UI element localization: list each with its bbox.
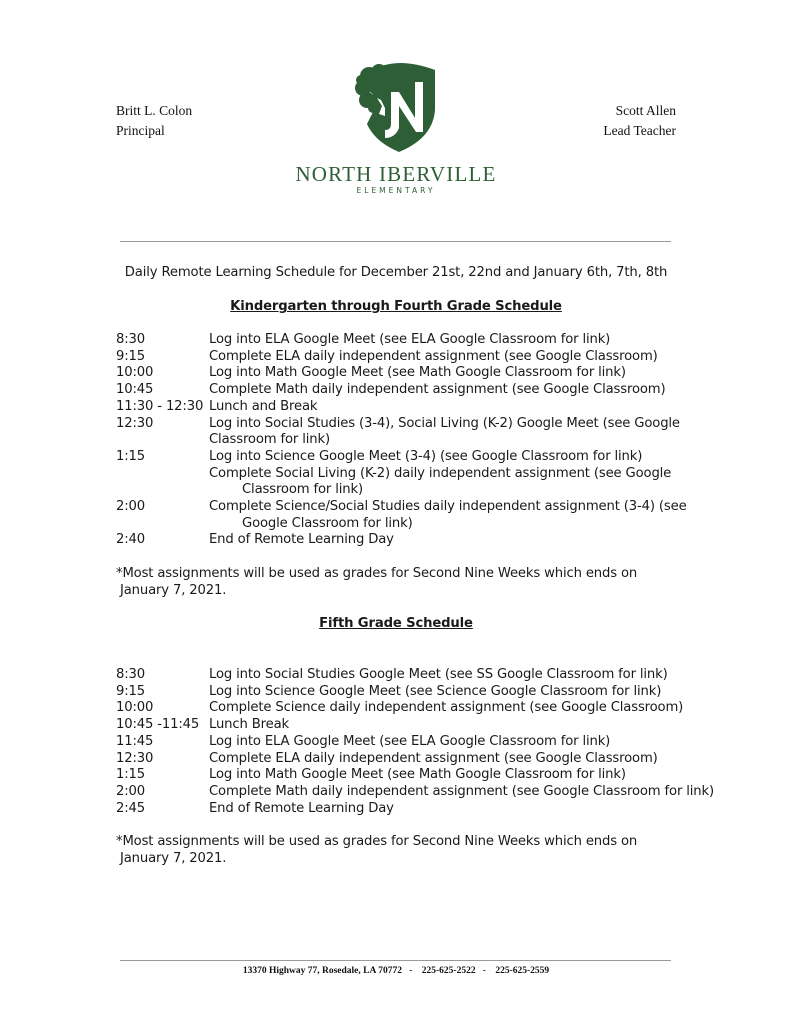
table-row — [116, 416, 736, 449]
activity-cell: Log into Math Google Meet (see Math Google Classroom for link) — [209, 365, 626, 381]
lead-teacher-block — [603, 101, 676, 141]
time-cell — [116, 466, 209, 499]
time-cell: 11:30 - 12:30 — [116, 398, 204, 414]
table-row — [116, 449, 736, 466]
table-row — [116, 684, 736, 701]
schedule-subtitle: Daily Remote Learning Schedule for December 21st, 22nd and January 6th, 7th, 8th — [124, 265, 668, 280]
table-row — [116, 499, 736, 532]
activity-cell: Complete Math daily independent assignment (see Google Classroom) — [209, 382, 666, 398]
k4-heading: Kindergarten through Fourth Grade Schedule — [230, 299, 562, 314]
activity-cell: Log into Science Google Meet (3-4) (see Google Classroom for link) — [209, 448, 643, 464]
activity-cell: Complete Math daily independent assignment (see Google Classroom for link) — [209, 783, 714, 799]
activity-cell: Complete ELA daily independent assignment (see Google Classroom) — [209, 348, 658, 364]
table-row — [116, 349, 736, 366]
table-row — [116, 532, 736, 549]
time-cell: 9:15 — [116, 348, 146, 364]
fifth-grades-note — [116, 834, 716, 867]
activity-cell: Complete Science/Social Studies daily independent assignment (3-4) (see Google Classroom for link) — [209, 499, 687, 531]
time-cell: 2:45 — [116, 800, 146, 816]
fifth-heading: Fifth Grade Schedule — [319, 616, 473, 631]
table-row — [116, 767, 736, 784]
activity-cell: Log into Social Studies Google Meet (see SS Google Classroom for link) — [209, 667, 668, 682]
table-row — [116, 801, 736, 818]
table-row — [116, 466, 736, 499]
table-row — [116, 784, 736, 801]
table-row — [116, 734, 736, 751]
school-subtitle: ELEMENTARY — [356, 186, 436, 195]
table-row — [116, 382, 736, 399]
note-line: *Most assignments will be used as grades for Second Nine Weeks which ends on — [116, 834, 638, 849]
time-cell: 12:30 — [116, 750, 154, 766]
footer-divider — [120, 960, 671, 961]
activity-cell: Complete Social Living (K-2) daily independent assignment (see Google Classroom for link) — [209, 465, 672, 498]
activity-cell: Lunch and Break — [209, 398, 318, 414]
activity-cell: Log into ELA Google Meet (see ELA Google Classroom for link) — [209, 332, 611, 347]
activity-cell: Log into Math Google Meet (see Math Google Classroom for link) — [209, 767, 626, 783]
table-row — [116, 399, 736, 416]
activity-cell: Log into Social Studies (3-4), Social Living (K-2) Google Meet (see Google Classroom for link) — [209, 415, 680, 448]
activity-cell: Log into Science Google Meet (see Science Google Classroom for link) — [209, 683, 662, 699]
table-row — [116, 700, 736, 717]
time-cell: 2:00 — [116, 499, 146, 515]
note-line: January 7, 2021. — [120, 582, 227, 598]
k4-grades-note — [116, 566, 716, 599]
shield-tree-logo-icon — [355, 58, 439, 153]
activity-cell: End of Remote Learning Day — [209, 800, 394, 816]
time-cell: 10:00 — [116, 365, 154, 381]
fifth-schedule — [116, 667, 736, 817]
activity-cell: Complete ELA daily independent assignment (see Google Classroom) — [209, 750, 658, 766]
principal-block — [116, 101, 192, 141]
table-row — [116, 365, 736, 382]
principal-title: Principal — [116, 123, 165, 138]
activity-cell: Complete Science daily independent assignment (see Google Classroom) — [209, 700, 684, 716]
note-line: *Most assignments will be used as grades for Second Nine Weeks which ends on — [116, 566, 638, 581]
time-cell: 11:45 — [116, 733, 154, 749]
activity-cell: Lunch Break — [209, 717, 289, 733]
time-cell: 1:15 — [116, 767, 146, 783]
lead-teacher-title: Lead Teacher — [603, 123, 676, 138]
time-cell: 9:15 — [116, 683, 146, 699]
time-cell: 10:00 — [116, 700, 154, 716]
table-row — [116, 717, 736, 734]
header-divider — [120, 241, 671, 242]
time-cell: 1:15 — [116, 448, 146, 464]
time-cell: 8:30 — [116, 667, 146, 682]
table-row — [116, 751, 736, 768]
table-row — [116, 667, 736, 684]
activity-cell: Log into ELA Google Meet (see ELA Google Classroom for link) — [209, 733, 611, 749]
k4-schedule — [116, 332, 736, 549]
lead-teacher-name: Scott Allen — [615, 103, 676, 118]
footer-address: 13370 Highway 77, Rosedale, LA 70772 - 225-625-2522 - 225-625-2559 — [242, 966, 550, 976]
time-cell: 2:40 — [116, 532, 146, 548]
principal-name: Britt L. Colon — [116, 103, 193, 118]
time-cell: 10:45 — [116, 382, 154, 398]
activity-cell: End of Remote Learning Day — [209, 532, 394, 548]
time-cell: 12:30 — [116, 415, 154, 431]
time-cell: 8:30 — [116, 332, 146, 347]
school-name: NORTH IBERVILLE — [295, 162, 497, 186]
time-cell: 2:00 — [116, 783, 146, 799]
note-line: January 7, 2021. — [120, 850, 227, 866]
table-row — [116, 332, 736, 349]
time-cell: 10:45 -11:45 — [116, 717, 200, 733]
